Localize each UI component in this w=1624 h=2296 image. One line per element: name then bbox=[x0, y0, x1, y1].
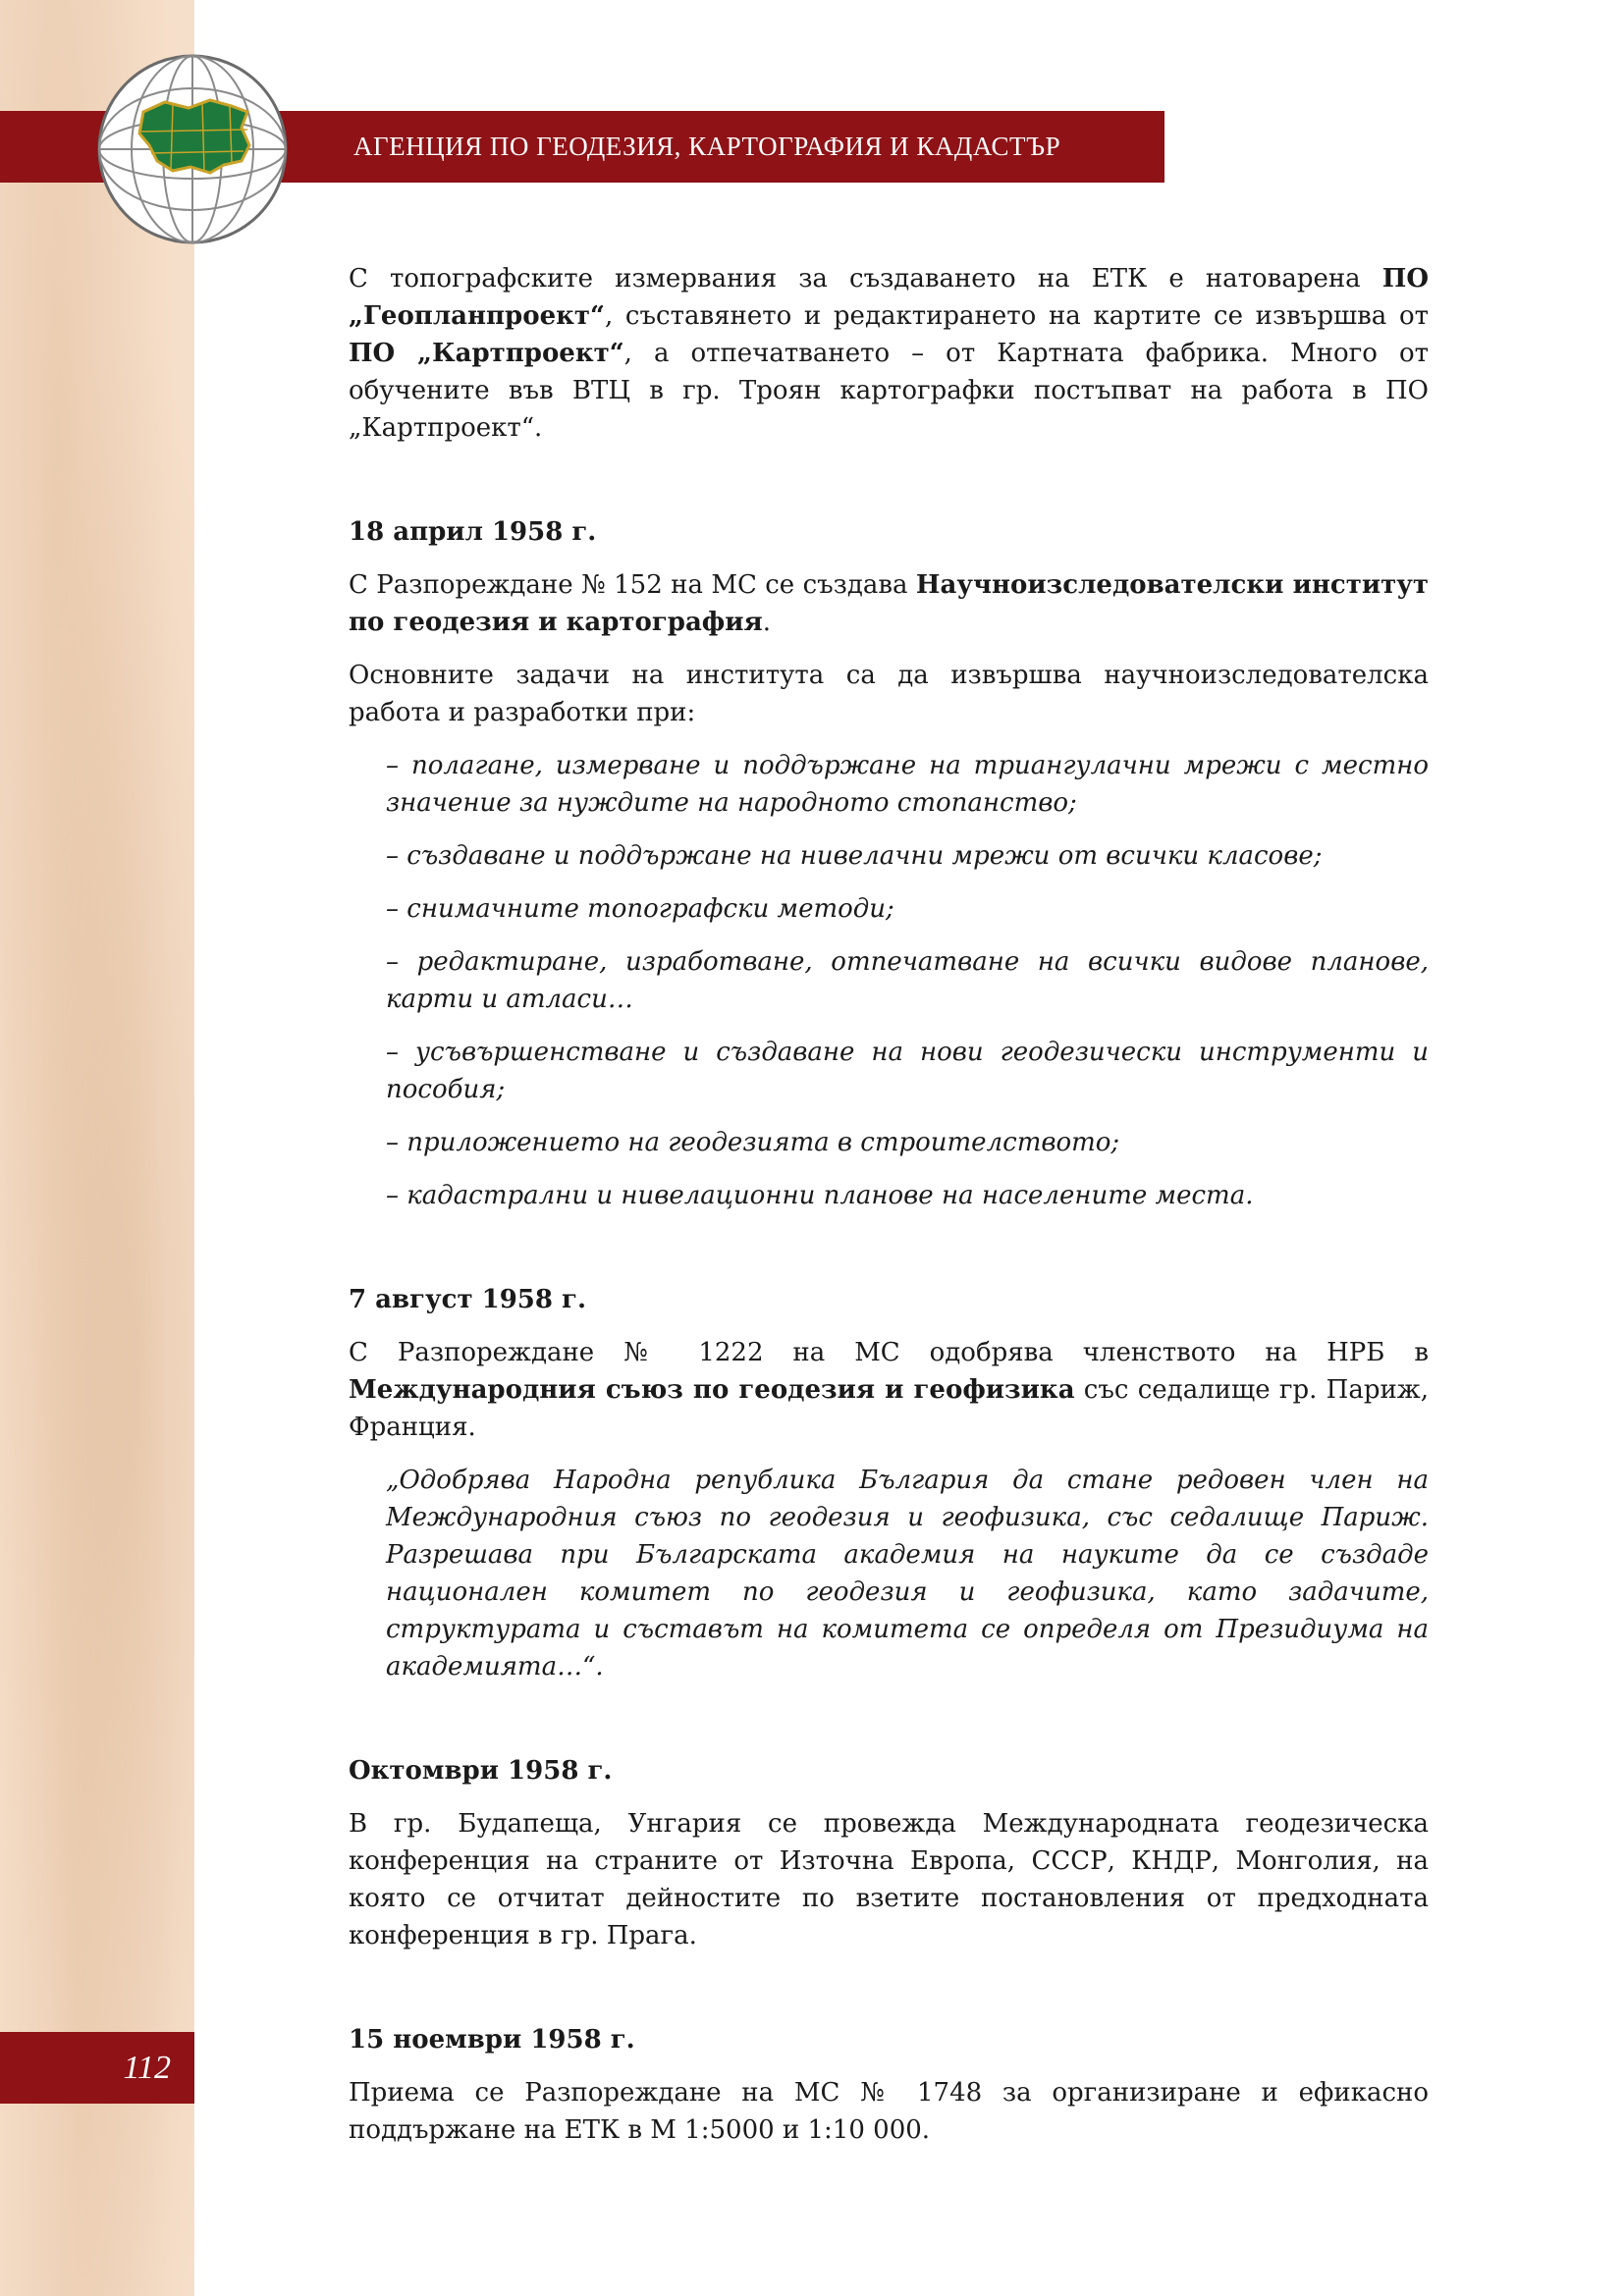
decorative-side-strip bbox=[0, 0, 194, 2296]
list-item: – полагане, измерване и поддържане на триангулачни мрежи с местно значение за нуждите на народното стопанство; bbox=[386, 751, 1429, 818]
section-paragraph: Основните задачи на института са да извършва научноизследователска работа и разработки при: bbox=[349, 661, 1429, 727]
list-item: – приложението на геодезията в строителството; bbox=[386, 1128, 1120, 1157]
page-number: 112 bbox=[123, 2050, 171, 2086]
list-item: – редактиране, изработване, отпечатване на всички видове планове, карти и атласи… bbox=[386, 947, 1429, 1014]
section-heading: 18 април 1958 г. bbox=[349, 517, 597, 547]
list-item: – усъвършенстване и създаване на нови геодезически инструменти и пособия; bbox=[386, 1038, 1429, 1104]
section-paragraph: Приема се Разпореждане на МС № 1748 за организиране и ефикасно поддържане на ЕТК в М 1:5000 и 1:10 000. bbox=[349, 2078, 1429, 2145]
page-number-box bbox=[0, 2032, 194, 2104]
agency-globe-logo-icon bbox=[94, 51, 291, 247]
list-item: – снимачните топографски методи; bbox=[386, 894, 894, 924]
section-heading: 15 ноември 1958 г. bbox=[349, 2025, 635, 2055]
list-item: – кадастрални и нивелационни планове на населените места. bbox=[386, 1181, 1254, 1210]
section-paragraph: С Разпореждане № 1222 на МС одобрява членството на НРБ в Международния съюз по геодезия и геофизика със седалище гр. Париж, Франция. bbox=[349, 1338, 1429, 1442]
quote-paragraph: „Одобрява Народна република България да стане редовен член на Международния съюз по геодезия и геофизика, със седалище Париж. Разрешава при Българската академия на науките да се създаде национален комитет по геодезия и геофизика, като задачите, структурата и съставът на комитета се определя от Президиума на академията…“. bbox=[386, 1466, 1429, 1682]
intro-paragraph: С топографските измервания за създаването на ЕТК е натоварена ПО „Геопланпроект“, съставянето и редактирането на картите се извършва от ПО „Картпроект“, а отпечатването – от Картната фабрика. Много от обучените във ВТЦ в гр. Троян картографки постъпват на работа в ПО „Картпроект“. bbox=[349, 264, 1429, 443]
header-title: АГЕНЦИЯ ПО ГЕОДЕЗИЯ, КАРТОГРАФИЯ И КАДАСТЪР bbox=[353, 132, 1061, 161]
section-paragraph: В гр. Будапеща, Унгария се провежда Международната геодезическа конференция на страните от Източна Европа, СССР, КНДР, Монголия, на която се отчитат дейностите по взетите постановления от предходната конференция в гр. Прага. bbox=[349, 1809, 1429, 1950]
bulgaria-map-icon bbox=[139, 100, 249, 173]
section-paragraph: С Разпореждане № 152 на МС се създава Научноизследователски институт по геодезия и картография. bbox=[349, 570, 1429, 637]
section-heading: Октомври 1958 г. bbox=[349, 1756, 613, 1786]
main-content bbox=[349, 260, 1429, 2149]
list-item: – създаване и поддържане на нивелачни мрежи от всички класове; bbox=[386, 841, 1323, 871]
section-heading: 7 август 1958 г. bbox=[349, 1285, 587, 1314]
